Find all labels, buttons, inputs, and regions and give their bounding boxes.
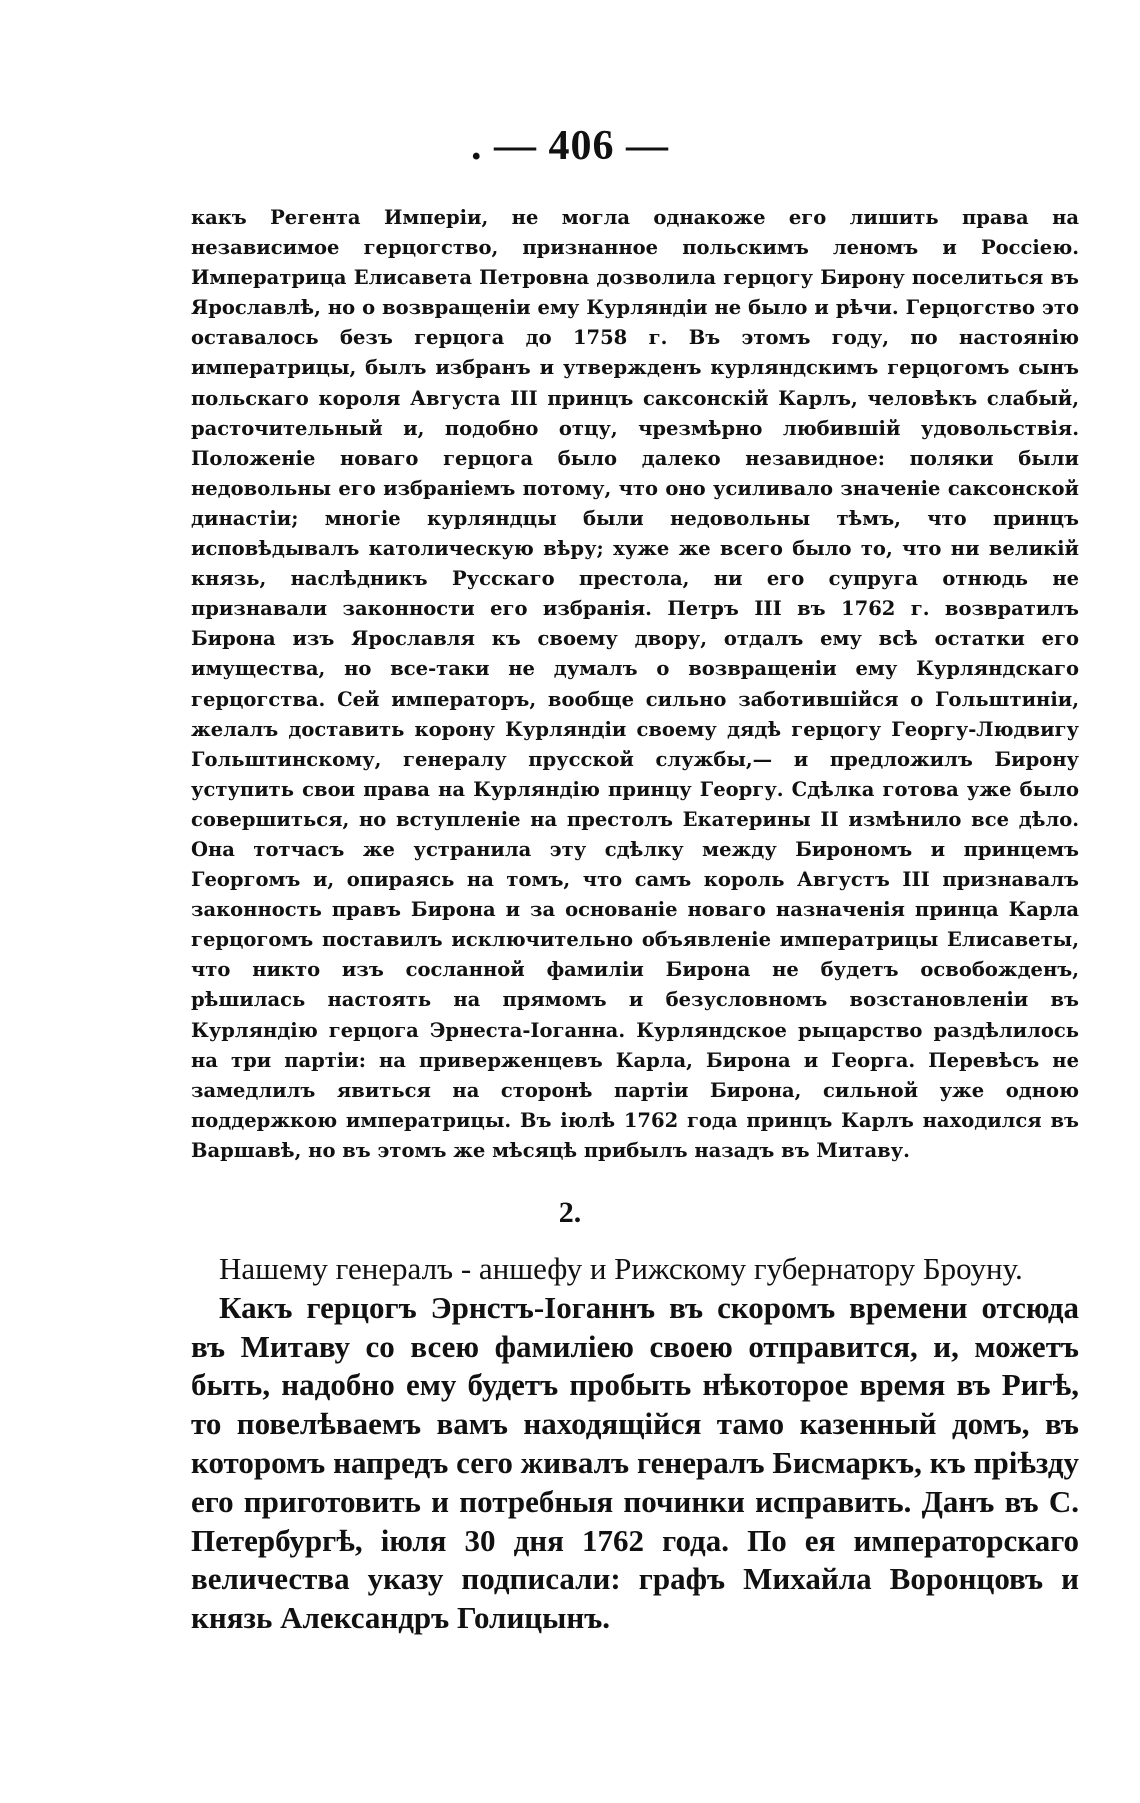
document-number: 2. <box>558 1196 582 1229</box>
commentary-paragraph: какъ Регента Имперіи, не могла однакоже его лишить права на независимое герцогство, признанное польскимъ леномъ и Россіею. Императрица Елисавета Петровна дозволила герцогу Бирону поселиться въ Ярославлѣ, но о возвращеніи ему Курляндіи не было и рѣчи. Герцогство это оставалось безъ герцога до 1758 г. Въ этомъ году, по настоянію императрицы, былъ избранъ и утвержденъ курляндскимъ герцогомъ сынъ польскаго короля Августа III принцъ саксонскій Карлъ, человѣкъ слабый, расточительный и, подобно отцу, чрезмѣрно любившій удовольствія. Положеніе новаго герцога было далеко незавидное: поляки были недовольны его избраніемъ потому, что оно усиливало значеніе саксонской династіи; многіе курляндцы были недовольны тѣмъ, что принцъ исповѣдывалъ католическую вѣру; хуже же всего было то, что ни великій князь, наслѣдникъ Русскаго престола, ни его супруга отнюдь не признавали законности его избранія. Петръ III въ 1762 г. возвратилъ Бирона изъ Ярославля къ своему двору, отдалъ ему всѣ остатки его имущества, но все-таки не думалъ о возвращеніи ему Курляндскаго герцогства. Сей императоръ, вообще сильно заботившійся о Гольштиніи, желалъ доставить корону Курляндіи своему дядѣ герцогу Георгу-Людвигу Гольштинскому, генералу прусской службы,— и предложилъ Бирону уступить свои права на Курляндію принцу Георгу. Сдѣлка готова уже было совершиться, но вступленіе на престолъ Екатерины II измѣнило все дѣло. Она тотчасъ же устранила эту сдѣлку между Бирономъ и принцемъ Георгомъ и, опираясь на томъ, что самъ король Августъ III признавалъ законность правъ Бирона и за основаніе новаго назначенія принца Карла герцогомъ поставилъ исключительно объявленіе императрицы Елисаветы, что никто изъ сосланной фамиліи Бирона не будетъ освобожденъ, рѣшилась настоять на прямомъ и безусловномъ возстановленіи въ Курляндію герцога Эрнеста-Іоганна. Курляндское рыцарство раздѣлилось на три партіи: на приверженцевъ Карла, Бирона и Георга. Перевѣсъ не замедлилъ явиться на сторонѣ партіи Бирона, сильной уже одною поддержкою императрицы. Въ іюлѣ 1762 года принцъ Карлъ находился въ Варшавѣ, но въ этомъ же мѣсяцѣ прибылъ назадъ въ Митаву. <box>191 206 1079 1162</box>
page-number: . — 406 — <box>471 123 669 169</box>
decree-text <box>191 1250 1079 1638</box>
decree-addressee: Нашему генералъ - аншефу и Рижскому губернатору Броуну. <box>219 1251 1023 1286</box>
decree-body: Какъ герцогъ Эрнстъ-Іоганнъ въ скоромъ времени отсюда въ Митаву со всею фамиліею своею отправится, и, можетъ быть, надобно ему будетъ пробыть нѣкоторое время въ Ригѣ, то повелѣваемъ вамъ находящійся тамо казенный домъ, въ которомъ напредъ сего живалъ генералъ Бисмаркъ, къ пріѣзду его приготовить и потребныя починки исправить. Данъ въ С. Петербургѣ, іюля 30 дня 1762 года. По ея императорскаго величества указу подписали: графъ Михайла Воронцовъ и князь Александръ Голицынъ. <box>191 1289 1079 1636</box>
historical-commentary <box>191 203 1079 1166</box>
